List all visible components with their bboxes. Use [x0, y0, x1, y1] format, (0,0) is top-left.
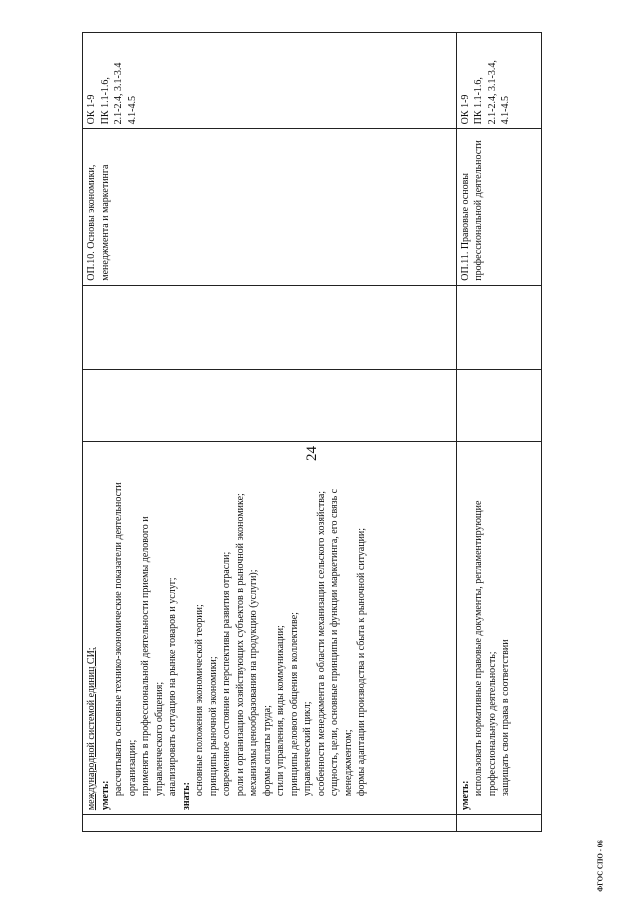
competency-line: ПК 1.1-1.6, — [473, 77, 485, 125]
competency-line: ОК 1-9 — [86, 94, 97, 125]
list-item: формы адаптации производства и сбыта к рыночной ситуации; — [356, 527, 367, 797]
umet-label: уметь: — [459, 780, 471, 811]
competency-line: 2.1-2.4, 3.1-3.4, — [486, 60, 498, 125]
competency-line: 4.1-4.5 — [126, 95, 138, 125]
maxhours-cell — [456, 285, 541, 369]
competency-line: ОК 1-9 — [459, 94, 471, 125]
znat-label: знать: — [180, 782, 192, 811]
hours-cell — [456, 369, 541, 441]
content-head: международной системой единиц СИ; — [86, 647, 97, 811]
list-item: формы оплаты труда; — [261, 705, 273, 797]
index-cell — [456, 815, 541, 832]
table-row — [83, 33, 457, 832]
list-item: принципы делового общения в коллективе; — [288, 612, 300, 797]
competencies-cell — [83, 33, 457, 129]
hours-cell — [83, 369, 457, 441]
discipline-cell — [456, 129, 541, 285]
rotated-table-container — [82, 32, 542, 832]
list-item: рассчитывать основные технико-экономические показатели деятельности организации; — [113, 482, 138, 797]
discipline-name: ОП.10. Основы экономики, менеджмента и маркетинга — [86, 164, 111, 281]
list-item: особенности менеджмента в области механизации сельского хозяйства; — [315, 490, 327, 797]
list-item: управленческий цикл; — [302, 701, 313, 797]
list-item: применять в профессиональной деятельности приемы делового и управленческого общения; — [140, 516, 165, 797]
discipline-name: ОП.11. Правовые основы профессиональной деятельности — [459, 140, 485, 281]
list-item: анализировать ситуацию на рынке товаров и услуг; — [167, 577, 178, 797]
footer-code: ФГОС СПО - 06 — [596, 840, 605, 892]
list-item: сущность, цели, основные принципы и функции маркетинга, его связь с менеджментом; — [329, 488, 354, 797]
content-cell — [83, 442, 457, 815]
list-item: защищать свои права в соответствии — [500, 639, 512, 797]
list-item: стили управления, виды коммуникации; — [275, 625, 286, 797]
list-item: роли и организацию хозяйствующих субъектов в рыночной экономике; — [234, 493, 246, 797]
list-item: использовать нормативные правовые документы, регламентирующие профессиональную деятельность; — [473, 500, 498, 797]
list-item: основные положения экономической теории; — [194, 604, 205, 797]
competencies-cell — [456, 33, 541, 129]
competency-line: ПК 1.1-1.6, — [99, 77, 111, 125]
maxhours-cell — [83, 285, 457, 369]
content-cell — [456, 442, 541, 815]
list-item: современное состояние и перспективы развития отрасли; — [221, 551, 232, 797]
curriculum-table — [82, 32, 542, 832]
page-number: 24 — [304, 446, 320, 461]
competency-line: 4.1-4.5 — [500, 95, 512, 125]
index-cell — [83, 815, 457, 832]
umet-label: уметь: — [99, 780, 111, 811]
table-wrapper — [82, 32, 542, 832]
discipline-cell — [83, 129, 457, 285]
competency-line: 2.1-2.4, 3.1-3.4 — [113, 62, 124, 125]
list-item: механизмы ценообразования на продукцию (услуги); — [248, 569, 259, 797]
list-item: принципы рыночной экономики; — [207, 656, 219, 797]
table-row — [456, 33, 541, 832]
